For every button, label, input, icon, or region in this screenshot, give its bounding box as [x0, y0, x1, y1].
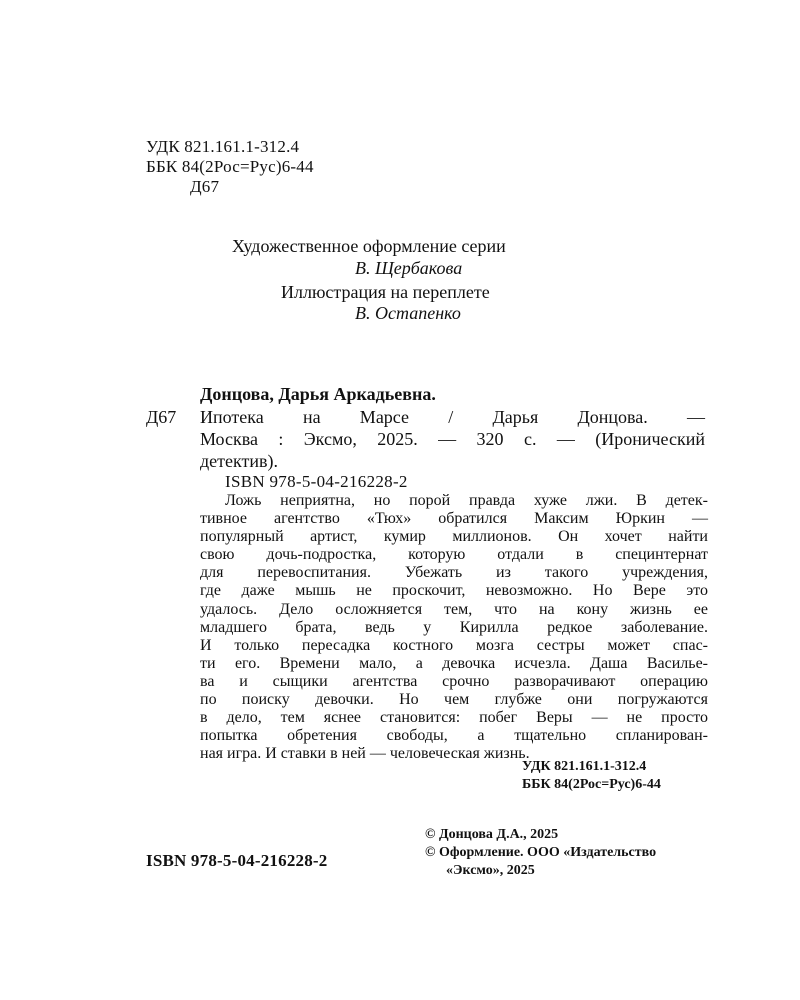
footer-isbn: ISBN 978-5-04-216228-2 — [146, 851, 328, 870]
annotation-line: ва и сыщики агентства срочно разворачивают операцию — [200, 672, 708, 690]
copyright-author: © Донцова Д.А., 2025 — [425, 827, 559, 842]
bib-author: Донцова, Дарья Аркадьевна. — [200, 384, 436, 404]
udk-code: УДК 821.161.1-312.4 — [146, 137, 300, 156]
author-mark-code: Д67 — [190, 177, 220, 196]
annotation-line: свою дочь-подростка, которую отдали в специнтернат — [200, 546, 708, 564]
annotation-line: попытка обретения свободы, а тщательно спланирован- — [200, 727, 708, 745]
bib-author-mark: Д67 — [146, 407, 177, 427]
bib-description-line: детектив). — [200, 451, 279, 471]
bbk-code: ББК 84(2Рос=Рус)6-44 — [146, 157, 314, 176]
annotation-line: удалось. Дело осложняется тем, что на кону жизнь ее — [200, 600, 708, 618]
footer-bbk-code: ББК 84(2Рос=Рус)6-44 — [522, 777, 661, 792]
annotation — [200, 492, 708, 763]
copyright-design-line: «Эксмо», 2025 — [446, 863, 535, 878]
annotation-line: популярный артист, кумир миллионов. Он хочет найти — [200, 528, 708, 546]
cover-illustration-name: В. Остапенко — [355, 303, 461, 323]
annotation-line: в дело, тем яснее становится: побег Веры — не просто — [200, 709, 708, 727]
copyright-design-line: © Оформление. ООО «Издательство — [425, 845, 657, 860]
annotation-line: ная игра. И ставки в ней — человеческая жизнь. — [200, 745, 530, 763]
annotation-line: по поиску девочки. Но чем глубже они погружаются — [200, 691, 708, 709]
bib-isbn: ISBN 978-5-04-216228-2 — [225, 472, 408, 491]
footer-udk-code: УДК 821.161.1-312.4 — [522, 759, 647, 774]
annotation-line: Ложь неприятна, но порой правда хуже лжи. В детек- — [225, 492, 708, 509]
annotation-line: тивное агентство «Тюх» обратился Максим Юркин — — [200, 510, 708, 528]
series-design-label: Художественное оформление серии — [232, 236, 506, 256]
bib-description-line: Ипотека на Марсе / Дарья Донцова. — — [200, 407, 705, 427]
annotation-line: И только пересадка костного мозга сестры может спас- — [200, 636, 708, 654]
cover-illustration-label: Иллюстрация на переплете — [281, 282, 490, 302]
annotation-line: где даже мышь не проскочит, невозможно. Но Вере это — [200, 582, 708, 600]
annotation-line: младшего брата, ведь у Кирилла редкое заболевание. — [200, 618, 708, 636]
bib-description-line: Москва : Эксмо, 2025. — 320 с. — (Иронический — [200, 429, 705, 449]
series-design-name: В. Щербакова — [355, 258, 463, 278]
annotation-line: ти его. Времени мало, а девочка исчезла. Даша Василье- — [200, 654, 708, 672]
annotation-line: для перевоспитания. Убежать из такого учреждения, — [200, 564, 708, 582]
